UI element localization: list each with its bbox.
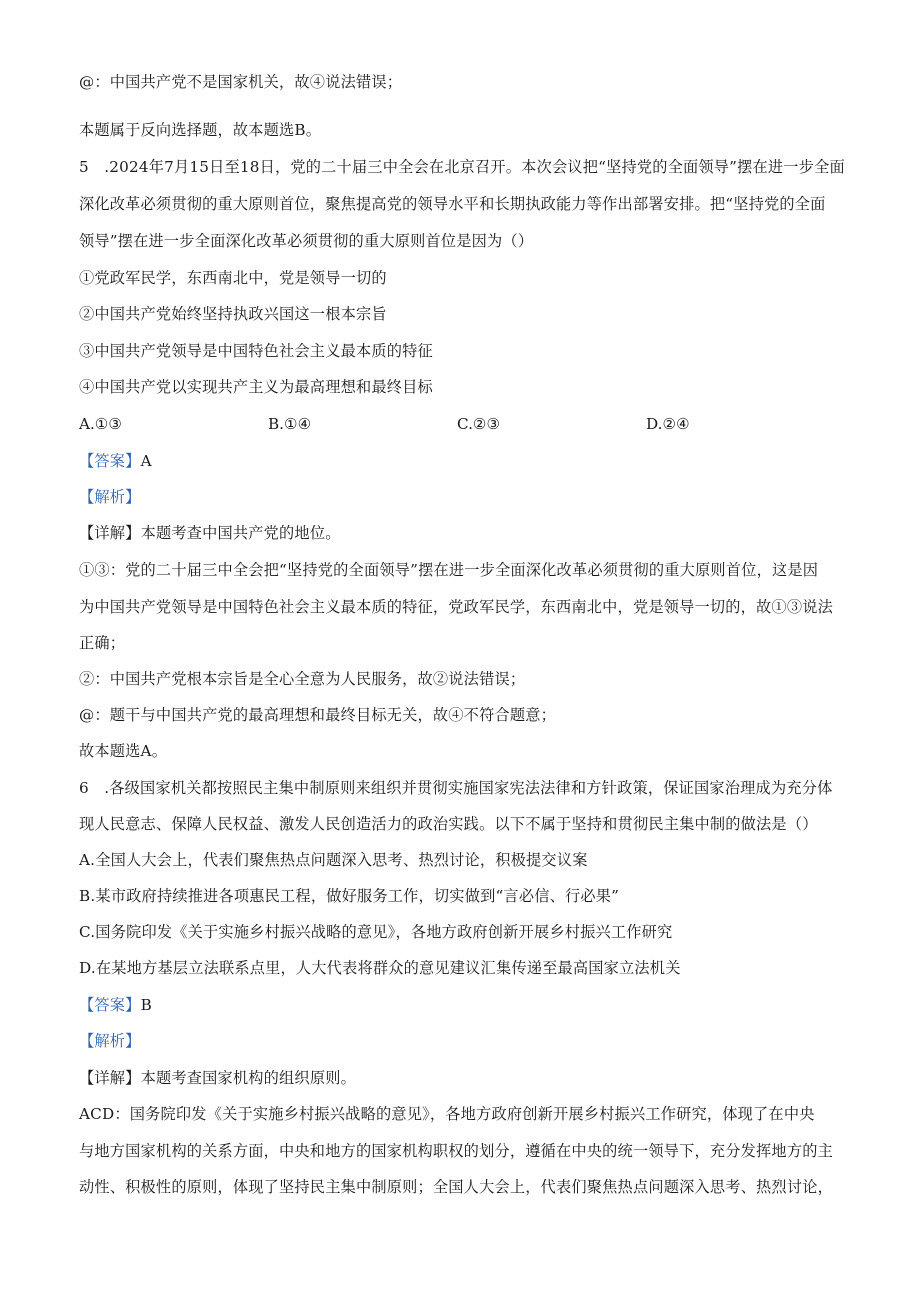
question-6-stem: 6 .各级国家机关都按照民主集中制原则来组织并贯彻实施国家宪法法律和方针政策，保证国家治理成为充分体 — [79, 779, 833, 797]
analysis-tag: 【解析】 — [79, 488, 141, 506]
answer-value: A — [140, 452, 152, 470]
answer-line — [79, 995, 152, 1015]
option-c: C.②③ — [457, 415, 501, 433]
statement-2: ②中国共产党始终坚持执政兴国这一根本宗旨 — [79, 305, 387, 323]
explanation-line: 与地方国家机构的关系方面，中央和地方的国家机构职权的划分，遵循在中央的统一领导下，充分发挥地方的主 — [79, 1142, 833, 1160]
option-b: B.①④ — [268, 415, 312, 433]
answer-value: B — [140, 996, 152, 1014]
option-c: C.国务院印发《关于实施乡村振兴战略的意见》，各地方政府创新开展乡村振兴工作研究 — [79, 923, 673, 941]
explanation-line: ACD：国务院印发《关于实施乡村振兴战略的意见》，各地方政府创新开展乡村振兴工作研究，体现了在中央 — [79, 1105, 815, 1123]
explanation-line: 正确； — [79, 634, 126, 652]
text-line: 本题属于反向选择题，故本题选B。 — [79, 121, 322, 139]
analysis-tag: 【解析】 — [79, 1032, 141, 1050]
statement-4: ④中国共产党以实现共产主义为最高理想和最终目标 — [79, 378, 433, 396]
answer-tag: 【答案】 — [79, 996, 141, 1014]
explanation-line: ①③：党的二十届三中全会把“坚持党的全面领导”摆在进一步全面深化改革必须贯彻的重大原则首位，这是因 — [79, 561, 819, 579]
detail-text: 本题考查国家机构的组织原则。 — [140, 1069, 356, 1087]
option-a: A.全国人大会上，代表们聚焦热点问题深入思考、热烈讨论，积极提交议案 — [79, 851, 588, 869]
explanation-line: @：题干与中国共产党的最高理想和最终目标无关，故④不符合题意； — [79, 706, 557, 724]
analysis-line — [79, 1031, 141, 1051]
option-d: D.②④ — [646, 415, 690, 433]
answer-line — [79, 451, 152, 471]
question-5-stem: 深化改革必须贯彻的重大原则首位，聚焦提高党的领导水平和长期执政能力等作出部署安排。把“坚持党的全面 — [79, 195, 826, 213]
answer-tag: 【答案】 — [79, 452, 141, 470]
question-5-stem: 5 .2024年7月15日至18日，党的二十届三中全会在北京召开。本次会议把“坚持党的全面领导”摆在进一步全面 — [79, 158, 845, 176]
detail-tag: 【详解】 — [79, 524, 141, 542]
explanation-line: 故本题选A。 — [79, 742, 168, 760]
analysis-line — [79, 487, 141, 507]
option-a: A.①③ — [79, 415, 123, 433]
question-5-stem: 领导”摆在进一步全面深化改革必须贯彻的重大原则首位是因为（） — [79, 232, 534, 250]
statement-1: ①党政军民学，东西南北中，党是领导一切的 — [79, 269, 387, 287]
detail-tag: 【详解】 — [79, 1069, 141, 1087]
statement-3: ③中国共产党领导是中国特色社会主义最本质的特征 — [79, 342, 433, 360]
detail-line — [79, 523, 341, 543]
detail-text: 本题考查中国共产党的地位。 — [140, 524, 341, 542]
explanation-line: 为中国共产党领导是中国特色社会主义最本质的特征，党政军民学，东西南北中，党是领导一切的，故①③说法 — [79, 598, 833, 616]
detail-line — [79, 1068, 356, 1088]
question-6-stem: 现人民意志、保障人民权益、激发人民创造活力的政治实践。以下不属于坚持和贯彻民主集中制的做法是（） — [79, 815, 818, 833]
option-b: B.某市政府持续推进各项惠民工程，做好服务工作，切实做到“言必信、行必果” — [79, 887, 620, 905]
text-line: @：中国共产党不是国家机关，故④说法错误； — [79, 73, 403, 91]
explanation-line: ②：中国共产党根本宗旨是全心全意为人民服务，故②说法错误； — [79, 670, 526, 688]
explanation-line: 动性、积极性的原则，体现了坚持民主集中制原则；全国人大会上，代表们聚焦热点问题深入思考、热烈讨论， — [79, 1178, 833, 1196]
option-d: D.在某地方基层立法联系点里，人大代表将群众的意见建议汇集传递至最高国家立法机关 — [79, 959, 681, 977]
